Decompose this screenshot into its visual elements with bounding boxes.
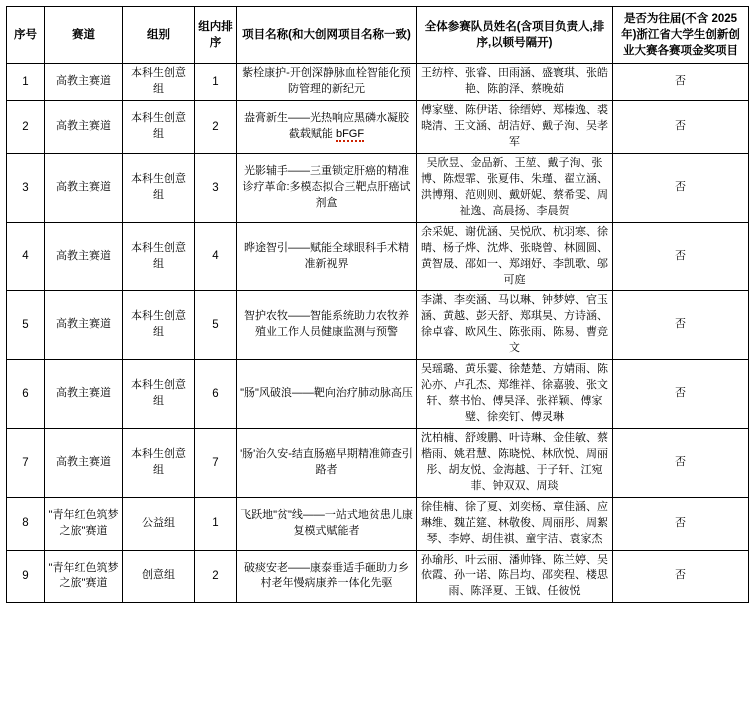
cell-track: 高教主赛道	[45, 360, 123, 429]
cell-seq: 7	[7, 428, 45, 497]
column-header-group: 组别	[123, 7, 195, 64]
cell-members: 吴欣昱、金品新、王堃、戴子洵、张博、陈煜霏、张夏伟、朱瑾、翟立涵、洪博翔、范则则、戴妍妮、蔡希雯、周祉逸、高晨扬、李晨贺	[417, 153, 613, 222]
cell-track: 高教主赛道	[45, 64, 123, 101]
cell-track: 高教主赛道	[45, 101, 123, 154]
cell-project: "肠"风破浪——靶向治疗肺动脉高压	[237, 360, 417, 429]
cell-members: 余采妮、谢优涵、吴悦欣、杭羽寒、徐晴、杨子烨、沈烨、张晓曾、林圆圆、黄智晟、邵如一、郑翊妤、李凯歌、邬可庭	[417, 222, 613, 291]
cell-track: "青年红色筑梦之旅"赛道	[45, 550, 123, 603]
cell-group: 创意组	[123, 550, 195, 603]
cell-group: 公益组	[123, 497, 195, 550]
cell-members: 孙瑜彤、叶云丽、潘帅锋、陈兰婷、吴依霞、孙一诺、陈吕均、邵奕程、楼思雨、陈泽夏、王钺、任彼悦	[417, 550, 613, 603]
cell-group: 本科生创意组	[123, 222, 195, 291]
column-header-project: 项目名称(和大创网项目名称一致)	[237, 7, 417, 64]
column-header-track: 赛道	[45, 7, 123, 64]
cell-seq: 3	[7, 153, 45, 222]
column-header-order: 组内排序	[195, 7, 237, 64]
table-row	[7, 64, 749, 101]
cell-order: 3	[195, 153, 237, 222]
table-row	[7, 222, 749, 291]
cell-order: 5	[195, 291, 237, 360]
cell-group: 本科生创意组	[123, 101, 195, 154]
cell-group: 本科生创意组	[123, 64, 195, 101]
table-row	[7, 428, 749, 497]
cell-previous-award: 否	[613, 428, 749, 497]
cell-order: 4	[195, 222, 237, 291]
table-row	[7, 101, 749, 154]
cell-seq: 9	[7, 550, 45, 603]
cell-previous-award: 否	[613, 64, 749, 101]
cell-members: 沈柏楠、舒竣鹏、叶诗琳、金佳敏、蔡楷雨、姚君慧、陈晓悦、林欣悦、周丽彤、胡友悦、金海越、于子轩、江宛菲、钟双双、周琰	[417, 428, 613, 497]
cell-order: 1	[195, 64, 237, 101]
project-list-table	[6, 6, 749, 603]
column-header-seq: 序号	[7, 7, 45, 64]
cell-group: 本科生创意组	[123, 153, 195, 222]
cell-order: 2	[195, 550, 237, 603]
cell-members: 李潇、李奕涵、马以琳、钟梦婷、官玉涵、黄越、彭天舒、郑琪昊、方诗涵、徐卓睿、欧风生、陈张雨、陈易、曹竞文	[417, 291, 613, 360]
cell-members: 王纺梓、张睿、田雨涵、盛寰琪、张皓艳、陈韵泽、蔡晚茹	[417, 64, 613, 101]
cell-seq: 2	[7, 101, 45, 154]
cell-seq: 5	[7, 291, 45, 360]
column-header-previous-award: 是否为往届(不含 2025 年)浙江省大学生创新创业大赛各赛项金奖项目	[613, 7, 749, 64]
table-row	[7, 550, 749, 603]
cell-track: 高教主赛道	[45, 428, 123, 497]
cell-group: 本科生创意组	[123, 360, 195, 429]
cell-seq: 4	[7, 222, 45, 291]
cell-track: 高教主赛道	[45, 153, 123, 222]
cell-group: 本科生创意组	[123, 428, 195, 497]
cell-previous-award: 否	[613, 153, 749, 222]
cell-seq: 1	[7, 64, 45, 101]
cell-seq: 6	[7, 360, 45, 429]
cell-order: 1	[195, 497, 237, 550]
cell-order: 2	[195, 101, 237, 154]
cell-project: 晔途智引——赋能全球眼科手术精准新视界	[237, 222, 417, 291]
table-header-row	[7, 7, 749, 64]
table-header	[7, 7, 749, 64]
cell-seq: 8	[7, 497, 45, 550]
cell-project: 智护农牧——智能系统助力农牧养殖业工作人员健康监测与预警	[237, 291, 417, 360]
cell-previous-award: 否	[613, 101, 749, 154]
cell-order: 6	[195, 360, 237, 429]
cell-project: 破痰安老——康泰垂适手砸助力乡村老年慢病康养一体化先驱	[237, 550, 417, 603]
cell-members: 傅家璧、陈伊诺、徐缙婷、郑榛逸、裘晓清、王文涵、胡洁妤、戴子洵、吴孝军	[417, 101, 613, 154]
table-row	[7, 360, 749, 429]
cell-project: 飞跃地"贫"线——一站式地贫患儿康复模式赋能者	[237, 497, 417, 550]
cell-previous-award: 否	[613, 497, 749, 550]
cell-order: 7	[195, 428, 237, 497]
cell-project: 光影辅手——三重锁定肝癌的精准诊疗革命:多模态拟合三靶点肝癌试剂盒	[237, 153, 417, 222]
cell-group: 本科生创意组	[123, 291, 195, 360]
table-row	[7, 153, 749, 222]
cell-track: 高教主赛道	[45, 291, 123, 360]
cell-track: "青年红色筑梦之旅"赛道	[45, 497, 123, 550]
cell-members: 吴瑶璐、黄乐霎、徐楚楚、方婧雨、陈沁亦、卢孔杰、郑维祥、徐嘉骏、张文轩、蔡书怡、傅昊泽、张祥颖、傅家璧、徐奕钉、傅灵琳	[417, 360, 613, 429]
cell-members: 徐佳楠、徐了夏、刘奕杨、章佳涵、应琳维、魏芷筵、林敬俊、周丽彤、周絮琴、李婷、胡佳祺、童宇洁、袁家杰	[417, 497, 613, 550]
cell-previous-award: 否	[613, 291, 749, 360]
cell-project: 盎膏新生——光热响应黑磷水凝胶截载赋能 bFGF	[237, 101, 417, 154]
column-header-members: 全体参赛队员姓名(含项目负责人,排序,以顿号隔开)	[417, 7, 613, 64]
table-row	[7, 497, 749, 550]
cell-previous-award: 否	[613, 550, 749, 603]
table-body	[7, 64, 749, 603]
table-row	[7, 291, 749, 360]
cell-project: 紫栓康护-开创深静脉血栓智能化预防管理的新纪元	[237, 64, 417, 101]
cell-previous-award: 否	[613, 360, 749, 429]
cell-track: 高教主赛道	[45, 222, 123, 291]
cell-project: '肠'治久安-结直肠癌早期精准筛查引路者	[237, 428, 417, 497]
cell-previous-award: 否	[613, 222, 749, 291]
